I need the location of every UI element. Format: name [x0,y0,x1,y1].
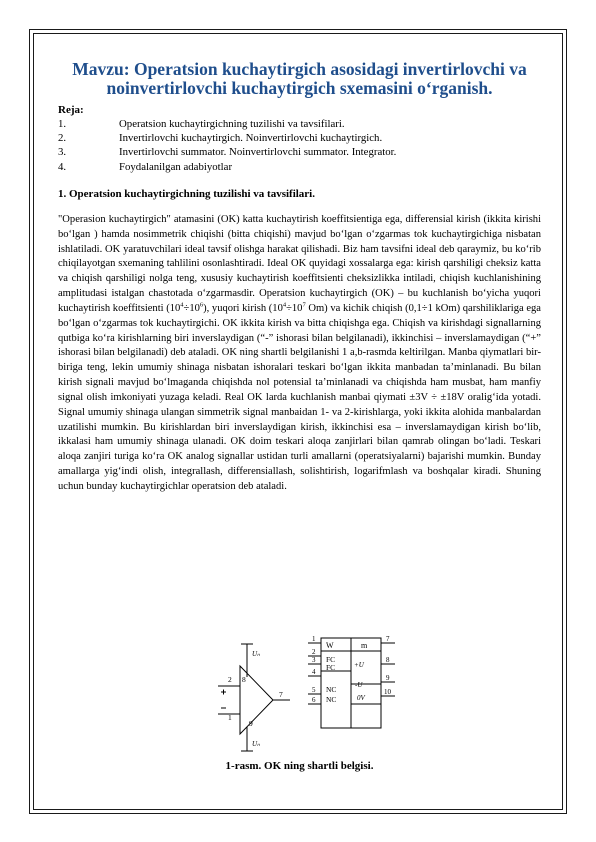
box-cell-label: NC [326,695,337,704]
box-cell-label: +U [354,661,364,669]
plan-label: Reja: [58,104,84,116]
pin-label: 2 [228,675,232,684]
pin-label: 10 [384,688,391,696]
section-heading: 1. Operatsion kuchaytirgichning tuzilishi va tavsifilari. [58,187,315,200]
pin-label: 8 [386,656,390,664]
plan-item: 3. Invertirlovchi summator. Noinvertirlovchi summator. Integrator. [58,146,397,159]
pin-label: 7 [386,635,390,643]
box-cell-label: -U [355,681,363,689]
figure-caption: 1-rasm. OK ning shartli belgisi. [225,760,374,772]
box-cell-label: NC [326,685,337,694]
pin-label: 9 [386,674,390,682]
pin-label: 1 [228,713,232,722]
box-cell-label: FC [326,655,336,664]
box-header-label: m [361,641,368,650]
pin-label: 6 [312,696,316,704]
plan-item: 2. Invertirlovchi kuchaytirgich. Noinvertirlovchi kuchaytirgich. [58,132,383,145]
pin-label: 4 [312,668,316,676]
box-cell-label: FC [326,663,336,672]
document-title: Mavzu: Operatsion kuchaytirgich asosidagi invertirlovchi va noinvertirlovchi kuchaytirgich sxemasini o‘rganish. [72,59,527,98]
bottom-supply-label: Uₙ [252,740,260,748]
pin-label: 1 [312,635,316,643]
pin-label: 8 [242,675,246,684]
document-page [58,59,541,772]
pin-label: 9 [249,719,253,728]
op-amp-figure [58,634,541,756]
plan-item: 4. Foydalanilgan adabiyotlar [58,160,233,173]
pin-label: 5 [312,686,316,694]
op-amp-box-symbol [308,638,395,728]
pin-label: 2 [312,648,316,656]
plan-list [58,117,541,174]
pin-label: 3 [312,656,316,664]
plan-item: 1. Operatsion kuchaytirgichning tuzilishi va tavsifilari. [58,118,345,130]
box-cell-label: 0V [357,694,365,702]
top-supply-label: Uₙ [252,650,260,658]
box-header-label: W [326,641,334,650]
body-paragraph: "Operasion kuchaytirgich" atamasini (OK) katta kuchaytirish koeffitsientiga ega, differensial kirish (ikkita kirishi bo‘lgan ) hamda nosimmetrik chiqishi (bitta chiqishi) mavjud bo‘lgan o‘zgarmas tok kuchaytirgichiga nisbatan ishlatiladi. OK yaratuvchilari ideal tavsif olishga harakat qilishadi. Biz ham tavsifni ideal deb qaraymiz, bu ko‘rib chiqilayotgan sxemaning tahlilini osonlashtiradi. Ideal OK quyidagi xossalarga ega: kirish qarshiligi cheksiz katta va chiqish qarshiligi nolga teng, xususiy kuchaytirish koeffitsienti cheksizlikka intiladi, chiqish kuchlanishining amplitudasi istalgan chastotada o‘zgarmasdir. Operatsion kuchaytirgich (OK) – bu kuchlanish bo‘yicha yuqori kuchaytirish koeffitsienti $(10^4\div 10^6)$, yuqori kirish ($10^4\div 10^7$ Om) va kichik chiqish (0,1÷1 kOm) qarshiliklariga ega bo‘lgan o‘zgarmas tok kuchaytirgichi. OK ikkita kirish va bitta chiqishga ega. Chiqish va kirishdagi signallarning qutbiga ko‘ra kirishlarning biri inverslaydigan (“-” ishorasi bilan belgilanadi), ikkinchisi – inverslamaydigan (“+” ishorasi bilan belgilanadi) deb ataladi. OK ning shartli belgilanishi 1 a,b-rasmda keltirilgan. Manba qiymatlari bir-biriga teng, lekin umumiy shinaga nisbatan ishoralari teskari bo‘lgan ikkita manbadan ta’minlanadi. Bu bilan kirish signali mavjud bo‘lmaganda chiqishda nol potensial ta’minlanadi va chiqishda ham musbat, ham manfiy signal olish imkoniyati yuzaga keladi. Real OK larda kuchlanish manbai qiymati ±3V ÷ ±18V oralig‘ida yotadi. Signal umumiy shinaga ulangan simmetrik signal manbaidan 1- va 2-kirishlarga, yoki ikkita alohida manbalardan uzatilishi mumkin. Bu kirishlardan biri inverslaydigan kirish, ikkinchisi esa – inverslamaydigan kirish bo‘lib, ikkalasi ham umumiy shinaga ulanadi. OK doim teskari aloqa zanjirlari bilan qamrab olingan bo‘ladi. Teskari aloqa zanjiri turiga ko‘ra OK analog signallar ustidan turli amallarni (operatsiyalarni) bajarishi mumkin. Bunday amallarga yig‘indi olish, integrallash, differensiallash, solishtirish, logarifmlash va boshqalar kiradi. Shuning uchun bunday kuchaytirgichlar operatsion deb ataladi. [58,213,541,492]
pin-label: 7 [279,690,283,699]
